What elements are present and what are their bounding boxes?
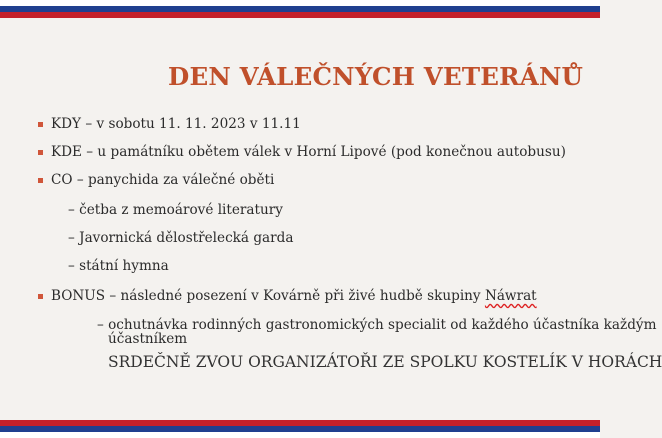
co-subitem-reading: – četba z memoárové literatury bbox=[68, 202, 283, 218]
item-bonus-text: BONUS – následné posezení v Kovárně při živé hudbě skupiny bbox=[51, 288, 485, 304]
bullet-icon bbox=[38, 178, 43, 183]
footer-invitation: SRDEČNĚ ZVOU ORGANIZÁTOŘI ZE SPOLKU KOSTELÍK V HORÁCH bbox=[108, 353, 662, 371]
item-kde: KDE – u památníku obětem válek v Horní Lipové (pod konečnou autobusu) bbox=[51, 144, 566, 160]
band-name: Náwrat bbox=[484, 288, 537, 304]
item-kdy: KDY – v sobotu 11. 11. 2023 v 11.11 bbox=[51, 116, 301, 132]
bonus-subitem-line1: – ochutnávka rodinných gastronomických specialit od každého účastníka každým bbox=[97, 317, 657, 333]
item-co: CO – panychida za válečné oběti bbox=[51, 172, 275, 188]
item-bonus bbox=[51, 288, 537, 304]
bullet-icon bbox=[38, 294, 43, 299]
slide-title: DEN VÁLEČNÝCH VETERÁNŮ bbox=[168, 62, 584, 91]
bullet-icon bbox=[38, 150, 43, 155]
co-subitem-artillery: – Javornická dělostřelecká garda bbox=[68, 230, 294, 246]
bottom-flag-stripes bbox=[0, 420, 600, 438]
bullet-icon bbox=[38, 122, 43, 127]
top-flag-stripes bbox=[0, 0, 600, 18]
bonus-subitem-line2: účastníkem bbox=[108, 331, 188, 347]
co-subitem-anthem: – státní hymna bbox=[68, 258, 169, 274]
